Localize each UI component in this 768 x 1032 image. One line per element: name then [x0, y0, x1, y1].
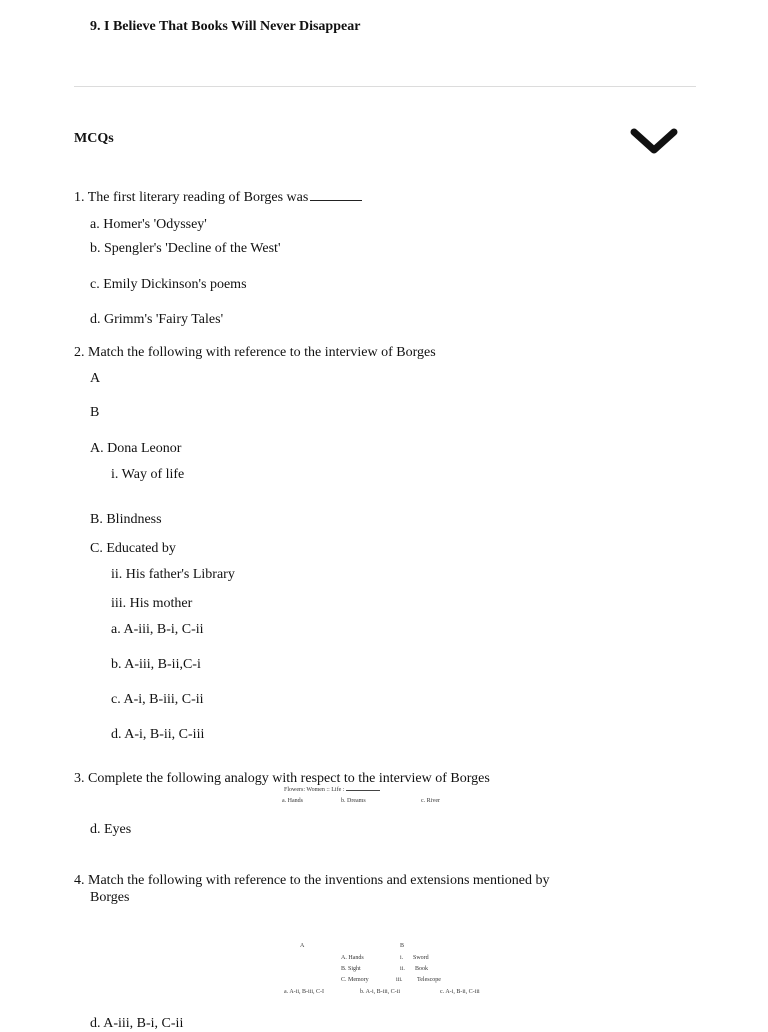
q3-option-c: c. River — [421, 798, 440, 804]
question-number: 3. — [74, 771, 85, 786]
q4-row-num: iii. — [396, 977, 403, 983]
q4-row-a: B. Sight — [341, 966, 361, 972]
question-text: The first literary reading of Borges was — [87, 190, 309, 205]
answer-blank — [310, 190, 362, 201]
q2-item: B. Blindness — [90, 512, 162, 527]
q4-row-a: A. Hands — [341, 955, 364, 961]
q1-option-d: d. Grimm's 'Fairy Tales' — [90, 312, 224, 327]
question-2 — [74, 345, 436, 361]
q4-row-num: ii. — [400, 966, 405, 972]
question-text: Match the following with reference to the inventions and extensions mentioned by — [88, 873, 550, 888]
q4-row-b: Sword — [413, 955, 429, 961]
question-4 — [74, 873, 550, 889]
q2-item: i. Way of life — [111, 467, 185, 482]
q2-option-b: b. A-iii, B-ii,C-i — [111, 657, 201, 672]
q2-option-d: d. A-i, B-ii, C-iii — [111, 727, 205, 742]
q2-column-a: A — [90, 371, 101, 386]
question-1 — [74, 190, 362, 206]
q2-option-c: c. A-i, B-iii, C-ii — [111, 692, 204, 707]
chevron-down-icon[interactable] — [628, 124, 680, 160]
question-text: Complete the following analogy with respect to the interview of Borges — [88, 771, 490, 786]
q2-item: ii. His father's Library — [111, 567, 235, 582]
q4-column-a: A — [300, 943, 305, 949]
q4-option-d-cutoff: d. A-iii, B-i, C-ii — [90, 1016, 184, 1031]
q2-column-b: B — [90, 405, 100, 420]
q4-row-b: Book — [415, 966, 429, 972]
q2-item: C. Educated by — [90, 541, 176, 556]
q4-row-a: C. Memory — [341, 977, 369, 983]
q2-item: iii. His mother — [111, 596, 193, 611]
q4-option-a: a. A-ii, B-iii, C-I — [284, 989, 324, 995]
q4-column-b: B — [400, 943, 405, 949]
q3-option-b: b. Dreams — [341, 798, 366, 804]
q2-item: A. Dona Leonor — [90, 441, 182, 456]
q4-row-num: i. — [400, 955, 404, 961]
question-3 — [74, 771, 490, 787]
question-number: 4. — [74, 873, 85, 888]
q4-option-c: c. A-i, B-ii, C-iii — [440, 989, 480, 995]
q4-option-b: b. A-i, B-iii, C-ii — [360, 989, 401, 995]
q3-analogy: Flowers: Women :: Life : — [284, 786, 380, 793]
question-text: Match the following with reference to the interview of Borges — [88, 345, 436, 360]
q3-option-a: a. Hands — [282, 798, 303, 804]
q2-option-a: a. A-iii, B-i, C-ii — [111, 622, 204, 637]
q1-option-c: c. Emily Dickinson's poems — [90, 277, 247, 292]
q1-option-b: b. Spengler's 'Decline of the West' — [90, 241, 281, 256]
q1-option-a: a. Homer's 'Odyssey' — [90, 217, 207, 232]
chapter-title: 9. I Believe That Books Will Never Disappear — [90, 19, 361, 34]
question-number: 2. — [74, 345, 85, 360]
section-divider — [74, 86, 696, 87]
q3-option-d: d. Eyes — [90, 822, 132, 837]
question-text-continued: Borges — [90, 890, 130, 905]
q4-row-b: Telescope — [417, 977, 441, 983]
question-number: 1. — [74, 190, 85, 205]
mcqs-heading: MCQs — [74, 131, 114, 146]
